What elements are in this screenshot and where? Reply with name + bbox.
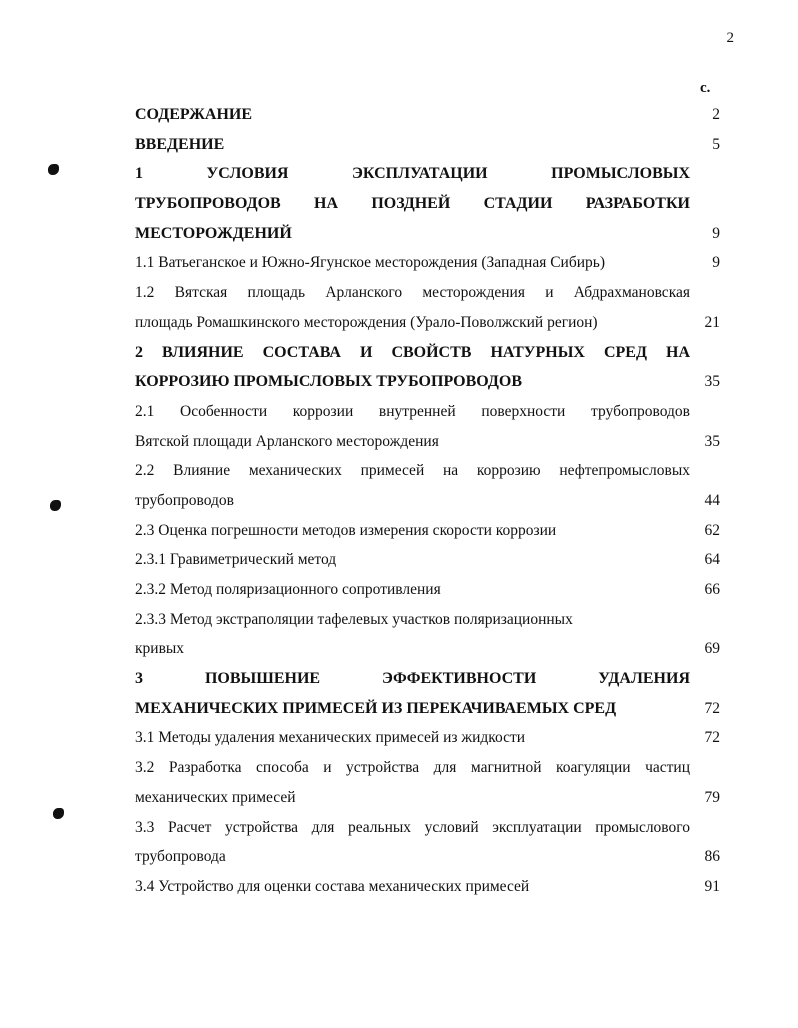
toc-entry-page: 44 [704, 491, 720, 509]
scan-speck [50, 500, 61, 511]
toc-entry-title-line: кривых [135, 640, 185, 658]
toc-entry-title-line: 2.3.1 Гравиметрический метод [135, 551, 337, 569]
toc-entry-page: 9 [712, 254, 720, 272]
toc-entry-page: 72 [704, 729, 720, 747]
toc-entry-section-3-2[interactable] [135, 753, 730, 812]
scan-speck [53, 808, 64, 819]
toc-entry-title-line: механических примесей [135, 788, 296, 806]
toc-entry-section-3-4[interactable] [135, 872, 730, 902]
toc-entry-title-line: КОРРОЗИЮ ПРОМЫСЛОВЫХ ТРУБОПРОВОДОВ [135, 373, 523, 391]
toc-entry-section-3-1[interactable] [135, 723, 730, 753]
toc-entry-page: 2 [712, 106, 720, 123]
toc-entry-title-line: 2.2 Влияние механических примесей на коррозию нефтепромысловых [135, 462, 690, 480]
toc-entry-title-line: 1.2 Вятская площадь Арланского месторождения и Абдрахмановская [135, 284, 690, 302]
toc-entry-title: СОДЕРЖАНИЕ [135, 106, 253, 123]
toc-entry-section-2-3-3[interactable] [135, 605, 730, 664]
toc-entry-title-line: Вятской площади Арланского месторождения [135, 432, 439, 450]
toc-entry-contents[interactable] [135, 100, 730, 130]
toc-entry-page: 66 [704, 581, 720, 598]
toc-entry-section-1-2[interactable] [135, 278, 730, 337]
toc-entry-title-line: 2.1 Особенности коррозии внутренней поверхности трубопроводов [135, 402, 690, 420]
toc-entry-section-2-3-2[interactable] [135, 575, 730, 605]
toc-entry-title-line: ТРУБОПРОВОДОВ НА ПОЗДНЕЙ СТАДИИ РАЗРАБОТКИ [135, 195, 690, 213]
toc-entry-title-line: 3.3 Расчет устройства для реальных условий эксплуатации промыслового [135, 818, 690, 836]
toc-entry-chapter-2[interactable] [135, 338, 730, 397]
toc-entry-page: 91 [704, 877, 720, 895]
toc-entry-introduction[interactable] [135, 130, 730, 160]
toc-entry-page: 35 [704, 432, 720, 450]
toc-entry-page: 86 [704, 848, 720, 866]
toc-entry-page: 72 [704, 699, 720, 717]
toc-entry-section-2-1[interactable] [135, 397, 730, 456]
toc-entry-section-2-3[interactable] [135, 516, 730, 546]
toc-entry-title-line: площадь Ромашкинского месторождения (Урало-Поволжский регион) [135, 313, 598, 331]
toc-entry-page: 79 [704, 788, 720, 806]
toc-entry-section-3-3[interactable] [135, 813, 730, 872]
table-of-contents [135, 100, 730, 902]
page-number: 2 [726, 30, 734, 46]
toc-entry-title-line: 2 ВЛИЯНИЕ СОСТАВА И СВОЙСТВ НАТУРНЫХ СРЕД НА [135, 343, 690, 361]
toc-entry-page: 9 [712, 224, 720, 242]
toc-entry-title-line: МЕСТОРОЖДЕНИЙ [135, 224, 292, 242]
toc-entry-title-line: 3.2 Разработка способа и устройства для магнитной коагуляции частиц [135, 759, 690, 777]
pages-column-header: с. [700, 80, 711, 96]
toc-entry-title-line: 3.4 Устройство для оценки состава механических примесей [135, 877, 530, 895]
toc-entry-title-line: 1.1 Ватьеганское и Южно-Ягунское месторождения (Западная Сибирь) [135, 254, 605, 272]
toc-entry-title-line: трубопровода [135, 848, 226, 866]
toc-entry-section-2-2[interactable] [135, 456, 730, 515]
toc-entry-title: ВВЕДЕНИЕ [135, 135, 225, 153]
toc-entry-page: 62 [704, 521, 720, 539]
toc-entry-title-line: МЕХАНИЧЕСКИХ ПРИМЕСЕЙ ИЗ ПЕРЕКАЧИВАЕМЫХ СРЕД [135, 699, 617, 717]
toc-entry-page: 64 [704, 551, 720, 569]
toc-entry-title-line: 3.1 Методы удаления механических примесей из жидкости [135, 729, 526, 747]
toc-entry-title-line: 2.3 Оценка погрешности методов измерения скорости коррозии [135, 521, 557, 539]
toc-entry-page: 69 [704, 640, 720, 658]
toc-entry-title-line: 3 ПОВЫШЕНИЕ ЭФФЕКТИВНОСТИ УДАЛЕНИЯ [135, 670, 690, 688]
toc-entry-page: 5 [712, 135, 720, 153]
toc-entry-title-line: трубопроводов [135, 491, 234, 509]
toc-entry-page: 21 [704, 313, 720, 331]
toc-entry-title-line: 2.3.3 Метод экстраполяции тафелевых участков поляризационных [135, 610, 573, 628]
toc-entry-section-1-1[interactable] [135, 248, 730, 278]
toc-entry-title-line: 1 УСЛОВИЯ ЭКСПЛУАТАЦИИ ПРОМЫСЛОВЫХ [135, 165, 690, 183]
toc-entry-page: 35 [704, 373, 720, 391]
toc-entry-title-line: 2.3.2 Метод поляризационного сопротивления [135, 581, 441, 598]
toc-entry-section-2-3-1[interactable] [135, 545, 730, 575]
toc-entry-chapter-3[interactable] [135, 664, 730, 723]
scan-speck [48, 164, 59, 175]
toc-entry-chapter-1[interactable] [135, 159, 730, 248]
